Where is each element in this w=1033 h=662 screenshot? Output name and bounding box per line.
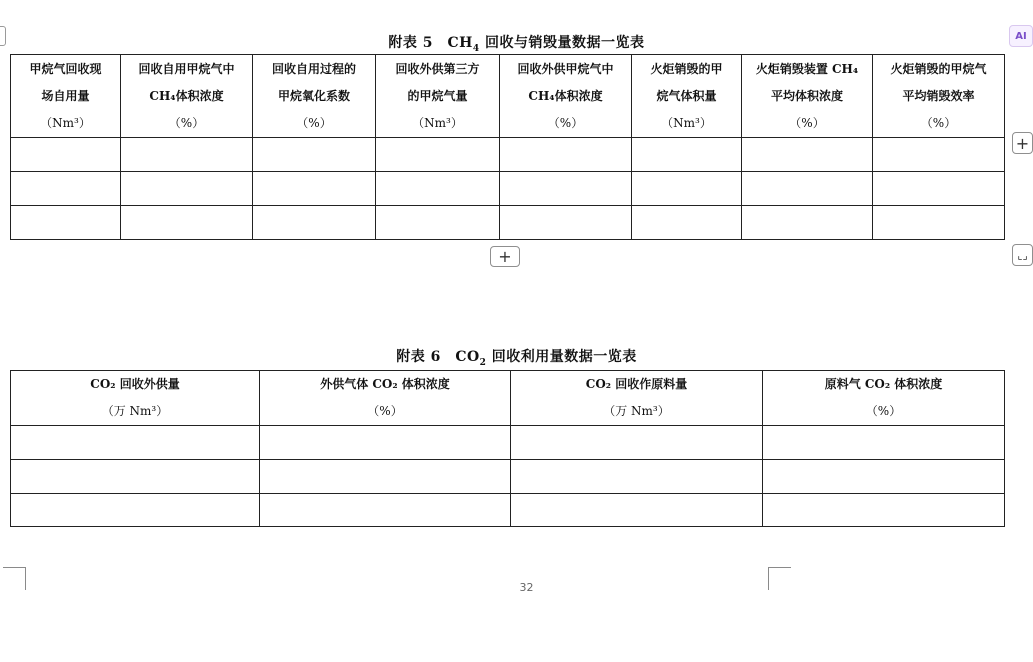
table-cell[interactable] (500, 172, 632, 206)
side-add-button[interactable]: + (1012, 132, 1033, 154)
table-cell[interactable] (763, 460, 1005, 494)
table-cell[interactable] (260, 494, 511, 527)
table5-header-cell: 回收外供甲烷气中 CH₄体积浓度 （%） (500, 55, 632, 138)
table-cell[interactable] (763, 494, 1005, 527)
table-cell[interactable] (121, 206, 253, 240)
page-number: 32 (519, 581, 534, 594)
table-cell[interactable] (11, 172, 121, 206)
table6-header-cell: CO₂ 回收作原料量 （万 Nm³） (511, 371, 763, 426)
table-cell[interactable] (253, 138, 376, 172)
table-cell[interactable] (632, 206, 742, 240)
ai-assistant-button[interactable]: AI (1009, 25, 1033, 47)
table6-header-cell: 原料气 CO₂ 体积浓度 （%） (763, 371, 1005, 426)
table-row (11, 172, 1005, 206)
table5-header-row (11, 55, 1005, 138)
table5-header-cell: 甲烷气回收现 场自用量 （Nm³） (11, 55, 121, 138)
table-cell[interactable] (11, 494, 260, 527)
table5-title (0, 32, 1033, 54)
table5-title-pre: 附表 5 CH (388, 35, 473, 51)
table-cell[interactable] (632, 172, 742, 206)
table-row (11, 138, 1005, 172)
table-cell[interactable] (511, 494, 763, 527)
table6-title-sub: 2 (479, 357, 487, 368)
table-cell[interactable] (121, 172, 253, 206)
table5 (10, 54, 1005, 240)
table-cell[interactable] (11, 138, 121, 172)
table5-header-cell: 火炬销毁装置 CH₄ 平均体积浓度 （%） (742, 55, 873, 138)
table-cell[interactable] (11, 426, 260, 460)
table-cell[interactable] (763, 426, 1005, 460)
table5-header-cell: 火炬销毁的甲 烷气体积量 （Nm³） (632, 55, 742, 138)
table-cell[interactable] (376, 172, 500, 206)
table-cell[interactable] (511, 460, 763, 494)
table-cell[interactable] (500, 138, 632, 172)
table-cell[interactable] (376, 206, 500, 240)
table-cell[interactable] (500, 206, 632, 240)
table-cell[interactable] (253, 172, 376, 206)
table5-title-sub: 4 (472, 43, 480, 54)
table6-header-cell: 外供气体 CO₂ 体积浓度 （%） (260, 371, 511, 426)
table-cell[interactable] (260, 426, 511, 460)
table5-header-cell: 回收自用甲烷气中 CH₄体积浓度 （%） (121, 55, 253, 138)
table-cell[interactable] (253, 206, 376, 240)
table5-header-cell: 回收自用过程的 甲烷氧化系数 （%） (253, 55, 376, 138)
table6-title-post: 回收利用量数据一览表 (486, 349, 637, 365)
table-cell[interactable] (742, 206, 873, 240)
table5-header-cell: 回收外供第三方 的甲烷气量 （Nm³） (376, 55, 500, 138)
table-cell[interactable] (742, 138, 873, 172)
table6-header-row (11, 371, 1005, 426)
table-cell[interactable] (376, 138, 500, 172)
add-row-button[interactable]: + (490, 246, 520, 267)
table-cell[interactable] (511, 426, 763, 460)
table-cell[interactable] (873, 138, 1005, 172)
table-row (11, 426, 1005, 460)
table6 (10, 370, 1005, 527)
table5-title-post: 回收与销毁量数据一览表 (479, 35, 645, 51)
table-row (11, 494, 1005, 527)
table-cell[interactable] (742, 172, 873, 206)
table-cell[interactable] (11, 206, 121, 240)
table-cell[interactable] (873, 172, 1005, 206)
table-cell[interactable] (632, 138, 742, 172)
table-cell[interactable] (260, 460, 511, 494)
table-cell[interactable] (121, 138, 253, 172)
table-cell[interactable] (873, 206, 1005, 240)
fit-page-icon[interactable]: ⌞⌟ (1012, 244, 1033, 266)
table-row (11, 206, 1005, 240)
table-cell[interactable] (11, 460, 260, 494)
table5-header-cell: 火炬销毁的甲烷气 平均销毁效率 （%） (873, 55, 1005, 138)
table6-title (0, 346, 1033, 368)
table6-title-pre: 附表 6 CO (396, 349, 480, 365)
table6-header-cell: CO₂ 回收外供量 （万 Nm³） (11, 371, 260, 426)
table-row (11, 460, 1005, 494)
